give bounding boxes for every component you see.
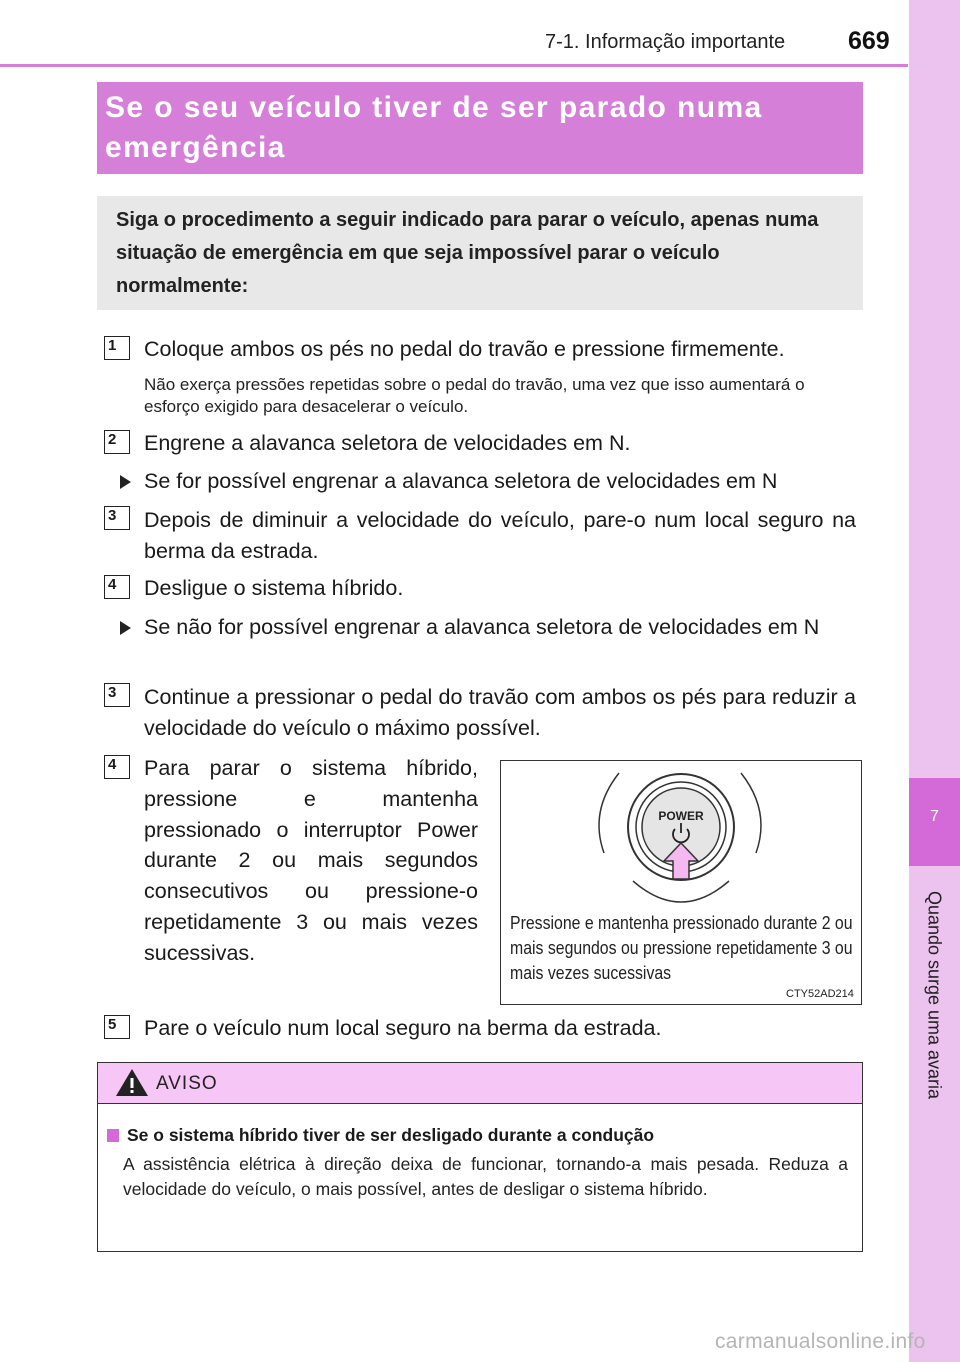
warning-body: A assistência elétrica à direção deixa de funcionar, tornando-a mais pesada. Reduza a velocidade do veículo, o mais possível, antes de desligar o sistema híbrido. bbox=[123, 1154, 848, 1199]
square-bullet-icon bbox=[107, 1129, 119, 1142]
page-title: Se o seu veículo tiver de ser parado numa emergência bbox=[105, 91, 763, 164]
watermark: carmanualsonline.info bbox=[715, 1330, 926, 1353]
side-tab-strip bbox=[909, 0, 960, 1362]
figure-caption: Pressione e mantenha pressionado durante 2 ou mais segundos ou pressione repetidamente 3 ou mais vezes sucessivas bbox=[510, 913, 853, 983]
chapter-title: Quando surge uma avaria bbox=[924, 890, 945, 1100]
chapter-number: 7 bbox=[930, 808, 939, 825]
warning-subheading: Se o sistema híbrido tiver de ser desligado durante a condução bbox=[127, 1125, 655, 1145]
step-number: 4 bbox=[104, 755, 130, 779]
step-text: Para parar o sistema híbrido, pressione e mantenha pressionado o interruptor Power durante 2 ou mais segundos consecutivos ou pressione-o repetidamente 3 ou mais vezes sucessivas. bbox=[144, 756, 478, 965]
figure-code: CTY52AD214 bbox=[786, 988, 854, 1000]
warning-title: AVISO bbox=[156, 1073, 218, 1094]
intro-text: Siga o procedimento a seguir indicado para parar o veículo, apenas numa situação de emergência em que seja impossível parar o veículo normalmente: bbox=[116, 209, 819, 297]
step-number: 5 bbox=[104, 1015, 130, 1039]
power-button-label: POWER bbox=[658, 809, 704, 823]
condition-heading: Se não for possível engrenar a alavanca seletora de velocidades em N bbox=[144, 615, 820, 639]
warning-icon bbox=[114, 1066, 150, 1098]
condition-heading: Se for possível engrenar a alavanca seletora de velocidades em N bbox=[144, 469, 778, 493]
step-number: 3 bbox=[104, 683, 130, 707]
step-text: Pare o veículo num local seguro na berma da estrada. bbox=[144, 1016, 662, 1040]
step-note: Não exerça pressões repetidas sobre o pedal do travão, uma vez que isso aumentará o esforço exigido para desacelerar o veículo. bbox=[144, 375, 805, 416]
step-text: Coloque ambos os pés no pedal do travão e pressione firmemente. bbox=[144, 337, 785, 361]
triangle-bullet-icon bbox=[120, 621, 131, 635]
step-number: 1 bbox=[104, 336, 130, 360]
step-number: 2 bbox=[104, 430, 130, 454]
header-rule bbox=[0, 64, 908, 67]
triangle-bullet-icon bbox=[120, 475, 131, 489]
page-number: 669 bbox=[848, 27, 890, 55]
step-text: Desligue o sistema híbrido. bbox=[144, 576, 404, 600]
step-text: Depois de diminuir a velocidade do veículo, pare-o num local seguro na berma da estrada. bbox=[144, 508, 856, 563]
step-text: Engrene a alavanca seletora de velocidades em N. bbox=[144, 431, 631, 455]
step-number: 4 bbox=[104, 575, 130, 599]
step-text: Continue a pressionar o pedal do travão com ambos os pés para reduzir a velocidade do veículo o máximo possível. bbox=[144, 685, 856, 740]
step-number: 3 bbox=[104, 506, 130, 530]
section-title: 7-1. Informação importante bbox=[545, 31, 786, 53]
